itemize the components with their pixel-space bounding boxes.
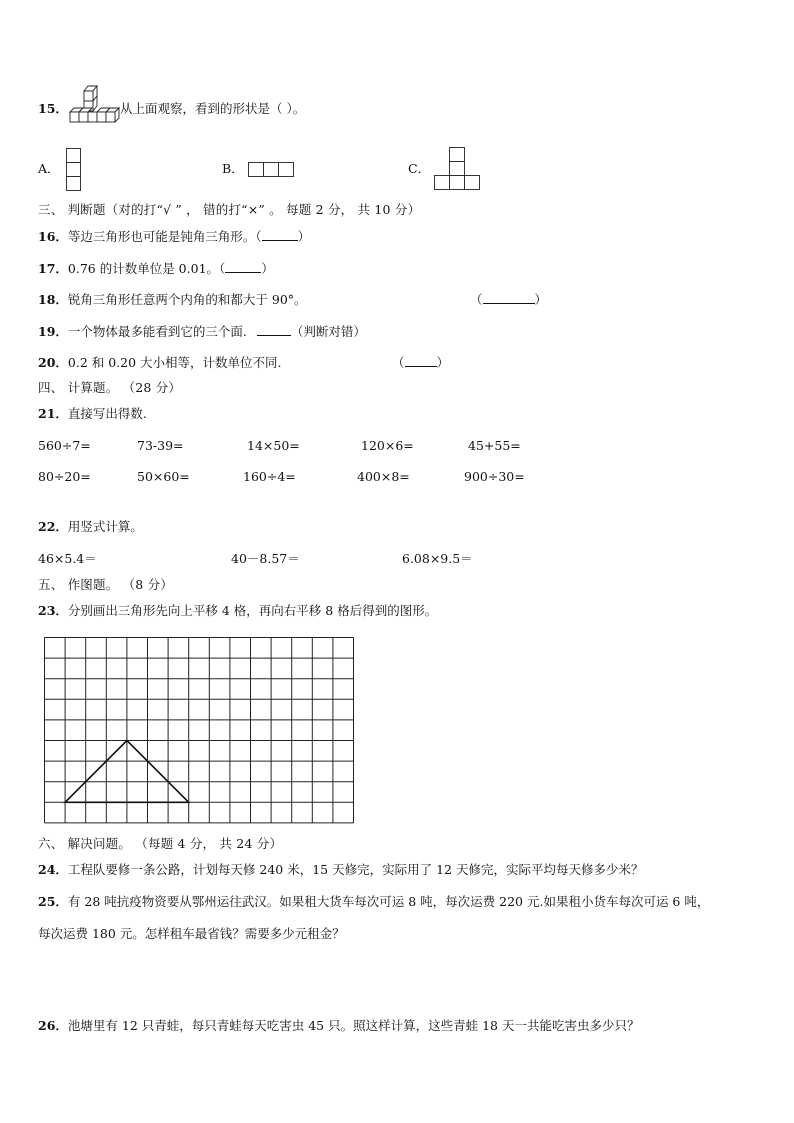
- section6-title: 六、 解决问题。 （每题 4 分， 共 24 分）: [38, 836, 283, 851]
- q20-answer-blank[interactable]: [405, 356, 437, 367]
- q26-text: 池塘里有 12 只青蛙，每只青蛙每天吃害虫 45 只。照这样计算，这些青蛙 18 天一共能吃害虫多少只？: [67, 1018, 640, 1033]
- q15-option-a-label: A．: [38, 161, 60, 176]
- q26-number: 26．: [38, 1018, 68, 1033]
- q18-close: ）: [534, 292, 548, 307]
- q21-row2-item-2: 50×60=: [137, 469, 190, 484]
- q18-text: 锐角三角形任意两个内角的和都大于 90°。: [67, 292, 307, 307]
- q25-text-line2: 每次运费 180 元。怎样租车最省钱？需要多少元租金？: [38, 926, 345, 941]
- q20-number: 20．: [38, 355, 68, 370]
- q24-number: 24．: [38, 862, 68, 877]
- q25: [38, 894, 709, 910]
- q22: [38, 519, 143, 535]
- q15-option-c-figure: [433, 146, 481, 192]
- section3-title: 三、 判断题（对的打“√ ” ， 错的打“×” 。 每题 2 分， 共 10 分）: [38, 202, 421, 217]
- q19-answer-blank[interactable]: [257, 325, 291, 336]
- q18-answer-blank[interactable]: [483, 293, 535, 304]
- q19-text: 一个物体最多能看到它的三个面.: [67, 324, 247, 339]
- q25-number: 25．: [38, 894, 68, 909]
- q15-option-c-label: C．: [408, 161, 431, 176]
- q16-close: ）: [297, 229, 311, 244]
- q15-option-b-figure: [247, 161, 295, 178]
- section5-title: 五、 作图题。 （8 分）: [38, 577, 173, 592]
- q20-text: 0.2 和 0.20 大小相等，计数单位不同.: [67, 355, 282, 370]
- q21-row2-item-3: 160÷4=: [243, 469, 296, 484]
- q20-close: ）: [436, 355, 450, 370]
- q25-text: 有 28 吨抗疫物资要从鄂州运往武汉。如果租大货车每次可运 8 吨，每次运费 220 元.如果租小货车每次可运 6 吨，: [67, 894, 710, 909]
- q22-item-1: 46×5.4＝: [38, 551, 97, 566]
- q20-open: （: [392, 355, 405, 370]
- q16-text: 等边三角形也可能是钝角三角形。（: [67, 229, 262, 244]
- q21-row2-item-5: 900÷30=: [464, 469, 525, 484]
- q21-row1-item-4: 120×6=: [361, 438, 414, 453]
- q18-number: 18．: [38, 292, 68, 307]
- q23-text: 分别画出三角形先向上平移 4 格，再向右平移 8 格后得到的图形。: [67, 603, 438, 618]
- q22-number: 22．: [38, 519, 68, 534]
- q17-close: ）: [261, 261, 274, 276]
- q18-bracket: [470, 292, 547, 308]
- q21-row1-item-5: 45+55=: [468, 438, 521, 453]
- q19-suffix: （判断对错）: [290, 324, 366, 339]
- q24-text: 工程队要修一条公路，计划每天修 240 米，15 天修完，实际用了 12 天修完，实际平均每天修多少米？: [67, 862, 644, 877]
- q22-item-2: 40－8.57＝: [231, 551, 300, 566]
- q15-option-b-label: B．: [222, 161, 244, 176]
- q20-bracket: [392, 355, 449, 371]
- q17-answer-blank[interactable]: [225, 262, 261, 273]
- q19: [38, 324, 366, 340]
- q21-row1-item-2: 73-39=: [137, 438, 184, 453]
- q18-open: （: [470, 292, 483, 307]
- q22-item-3: 6.08×9.5＝: [402, 551, 473, 566]
- q24: [38, 862, 643, 878]
- q17-number: 17．: [38, 261, 68, 276]
- q15-cube-figure: [66, 82, 124, 134]
- q21-row1-item-3: 14×50=: [247, 438, 300, 453]
- q23: [38, 603, 437, 619]
- q21-row1-item-1: 560÷7=: [38, 438, 91, 453]
- q16-number: 16．: [38, 229, 68, 244]
- q20: [38, 355, 282, 371]
- q23-number: 23．: [38, 603, 68, 618]
- q17: [38, 261, 274, 277]
- q21-text: 直接写出得数.: [67, 406, 147, 421]
- q15-number: 15．: [38, 101, 68, 116]
- q18: [38, 292, 307, 308]
- q23-grid[interactable]: [43, 636, 356, 827]
- q15-text: 从上面观察，看到的形状是（ ）。: [120, 101, 306, 116]
- q21-row2-item-1: 80÷20=: [38, 469, 91, 484]
- q15-option-a-figure: [65, 147, 83, 192]
- q22-text: 用竖式计算。: [67, 519, 143, 534]
- q16: [38, 229, 310, 245]
- q17-text: 0.76 的计数单位是 0.01。（: [67, 261, 226, 276]
- q26: [38, 1018, 639, 1034]
- q16-answer-blank[interactable]: [262, 230, 298, 241]
- q21: [38, 406, 147, 422]
- section4-title: 四、 计算题。 （28 分）: [38, 380, 182, 395]
- q21-row2-item-4: 400×8=: [357, 469, 410, 484]
- q19-number: 19．: [38, 324, 68, 339]
- q21-number: 21．: [38, 406, 68, 421]
